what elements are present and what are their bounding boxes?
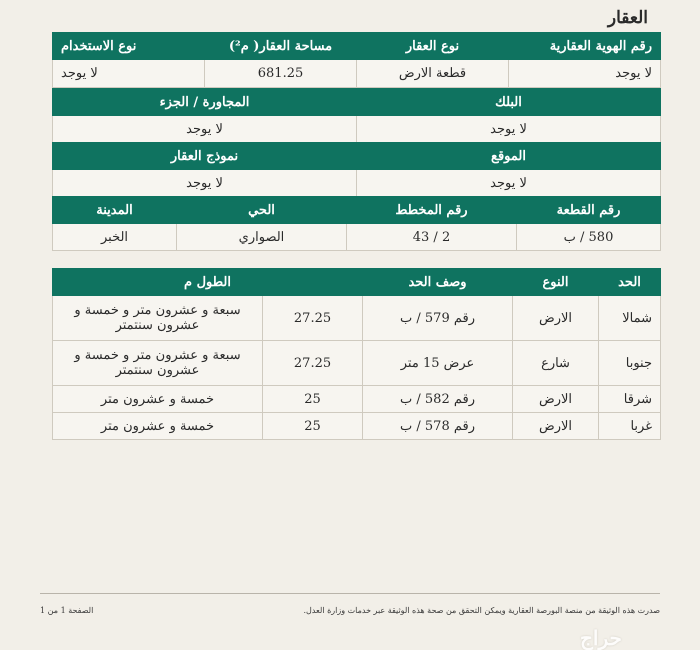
description-cell: عرض 15 متر (363, 341, 513, 386)
property-header-row (53, 33, 661, 60)
value-block: لا يوجد (357, 116, 661, 143)
value-location: لا يوجد (357, 170, 661, 197)
value-district: الصواري (177, 224, 347, 251)
plot-header-row (53, 197, 661, 224)
property-info-table (52, 32, 661, 88)
value-neighborhood-part: لا يوجد (53, 116, 357, 143)
location-header-row (53, 143, 661, 170)
watermark-logo: حراج (580, 626, 622, 650)
type-cell: الارض (513, 413, 599, 440)
value-scheme-number: 2 / 43 (347, 224, 517, 251)
plot-value-row (53, 224, 661, 251)
table-row (53, 341, 661, 386)
type-cell: الارض (513, 296, 599, 341)
value-plot-number: 580 / ب (517, 224, 661, 251)
plot-table (52, 196, 661, 251)
header-property-type: نوع العقار (357, 33, 509, 60)
length-number-cell: 27.25 (263, 341, 363, 386)
side-cell: جنوبا (599, 341, 661, 386)
property-value-row (53, 60, 661, 88)
block-header-row (53, 89, 661, 116)
header-length: الطول م (53, 269, 363, 296)
header-side: الحد (599, 269, 661, 296)
table-row (53, 386, 661, 413)
section-title: العقار (607, 8, 648, 28)
header-scheme-number: رقم المخطط (347, 197, 517, 224)
description-cell: رقم 578 / ب (363, 413, 513, 440)
description-cell: رقم 579 / ب (363, 296, 513, 341)
side-cell: شمالا (599, 296, 661, 341)
value-usage-type: لا يوجد (53, 60, 205, 88)
value-property-id: لا يوجد (509, 60, 661, 88)
value-property-area: 681.25 (205, 60, 357, 88)
header-property-area: مساحة العقار( م²) (205, 33, 357, 60)
header-location: الموقع (357, 143, 661, 170)
length-number-cell: 25 (263, 413, 363, 440)
boundaries-header-row (53, 269, 661, 296)
length-text-cell: خمسة و عشرون متر (53, 386, 263, 413)
length-text-cell: سبعة و عشرون متر و خمسة و عشرون سنتمتر (53, 296, 263, 341)
header-description: وصف الحد (363, 269, 513, 296)
table-row (53, 296, 661, 341)
value-property-model: لا يوجد (53, 170, 357, 197)
page-number: الصفحة 1 من 1 (40, 606, 94, 615)
footer-disclaimer: صدرت هذه الوثيقة من منصة البورصة العقارية ويمكن التحقق من صحة هذه الوثيقة عبر خدمات وزارة العدل. (303, 606, 660, 615)
block-value-row (53, 116, 661, 143)
header-property-model: نموذج العقار (53, 143, 357, 170)
length-text-cell: سبعة و عشرون متر و خمسة و عشرون سنتمتر (53, 341, 263, 386)
location-value-row (53, 170, 661, 197)
length-number-cell: 25 (263, 386, 363, 413)
side-cell: غربا (599, 413, 661, 440)
block-table (52, 88, 661, 143)
type-cell: شارع (513, 341, 599, 386)
header-property-id: رقم الهوية العقارية (509, 33, 661, 60)
length-number-cell: 27.25 (263, 296, 363, 341)
boundaries-table (52, 268, 661, 440)
header-block: البلك (357, 89, 661, 116)
location-table (52, 142, 661, 197)
header-plot-number: رقم القطعة (517, 197, 661, 224)
type-cell: الارض (513, 386, 599, 413)
table-row (53, 413, 661, 440)
header-usage-type: نوع الاستخدام (53, 33, 205, 60)
value-city: الخبر (53, 224, 177, 251)
length-text-cell: خمسة و عشرون متر (53, 413, 263, 440)
header-neighborhood-part: المجاورة / الجزء (53, 89, 357, 116)
header-district: الحي (177, 197, 347, 224)
header-type: النوع (513, 269, 599, 296)
header-city: المدينة (53, 197, 177, 224)
description-cell: رقم 582 / ب (363, 386, 513, 413)
side-cell: شرقا (599, 386, 661, 413)
value-property-type: قطعة الارض (357, 60, 509, 88)
footer-divider (40, 593, 660, 594)
